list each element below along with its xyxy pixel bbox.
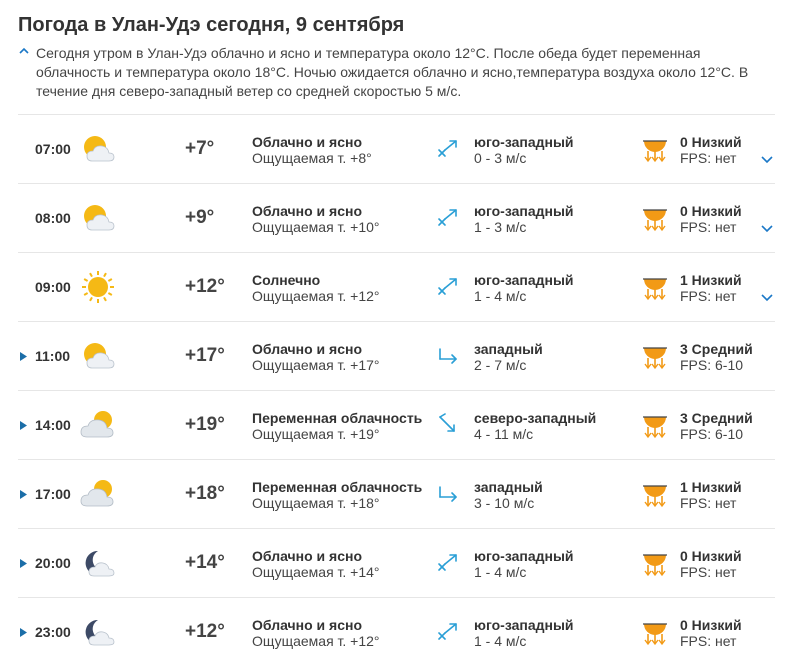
- row-temperature: +12°: [185, 621, 225, 642]
- expand-triangle-icon[interactable]: [20, 421, 27, 430]
- row-wind-speed: 1 - 4 м/с: [474, 564, 527, 580]
- sun-behind-cloud-icon: [80, 200, 116, 236]
- row-condition: Облачно и ясно: [252, 203, 363, 219]
- row-condition: Облачно и ясно: [252, 617, 363, 633]
- page-title: Погода в Улан-Удэ сегодня, 9 сентября: [18, 14, 405, 36]
- row-fps: FPS: 6-10: [680, 357, 744, 373]
- row-feels-like: Ощущаемая т. +12°: [252, 633, 380, 649]
- chevron-down-icon[interactable]: [760, 293, 774, 303]
- sun-behind-cloud-icon: [80, 131, 116, 167]
- row-wind-direction: юго-западный: [474, 203, 574, 219]
- moon-cloud-icon: [80, 545, 116, 581]
- hourly-row[interactable]: [18, 459, 775, 528]
- uv-sun-icon: [642, 271, 668, 301]
- row-feels-like: Ощущаемая т. +12°: [252, 288, 380, 304]
- chevron-down-icon[interactable]: [760, 155, 774, 165]
- row-uv-level: 3 Средний: [680, 341, 753, 357]
- row-time: 20:00: [35, 555, 71, 571]
- hourly-row[interactable]: [18, 597, 775, 666]
- row-condition: Переменная облачность: [252, 410, 423, 426]
- row-temperature: +12°: [185, 276, 225, 297]
- uv-sun-icon: [642, 133, 668, 163]
- row-condition: Облачно и ясно: [252, 134, 363, 150]
- hourly-row[interactable]: [18, 528, 775, 597]
- row-feels-like: Ощущаемая т. +17°: [252, 357, 380, 373]
- row-fps: FPS: нет: [680, 288, 737, 304]
- row-uv-level: 0 Низкий: [680, 134, 742, 150]
- row-time: 09:00: [35, 279, 71, 295]
- row-wind-speed: 3 - 10 м/с: [474, 495, 535, 511]
- sun-behind-cloud-icon: [80, 338, 116, 374]
- row-fps: FPS: нет: [680, 633, 737, 649]
- row-fps: FPS: 6-10: [680, 426, 744, 442]
- row-wind-direction: юго-западный: [474, 617, 574, 633]
- row-wind-speed: 0 - 3 м/с: [474, 150, 527, 166]
- row-wind-direction: юго-западный: [474, 272, 574, 288]
- row-wind-direction: северо-западный: [474, 410, 597, 426]
- row-uv-level: 0 Низкий: [680, 548, 742, 564]
- row-fps: FPS: нет: [680, 564, 737, 580]
- row-time: 08:00: [35, 210, 71, 226]
- row-wind-speed: 1 - 4 м/с: [474, 633, 527, 649]
- row-temperature: +17°: [185, 345, 225, 366]
- row-temperature: +19°: [185, 414, 225, 435]
- uv-sun-icon: [642, 547, 668, 577]
- row-time: 07:00: [35, 141, 71, 157]
- row-fps: FPS: нет: [680, 219, 737, 235]
- row-condition: Облачно и ясно: [252, 341, 363, 357]
- hourly-row[interactable]: [18, 390, 775, 459]
- uv-sun-icon: [642, 409, 668, 439]
- row-uv-level: 0 Низкий: [680, 617, 742, 633]
- wind-direction-arrow-icon: [436, 206, 460, 230]
- row-feels-like: Ощущаемая т. +19°: [252, 426, 380, 442]
- expand-triangle-icon[interactable]: [20, 559, 27, 568]
- uv-sun-icon: [642, 616, 668, 646]
- row-fps: FPS: нет: [680, 150, 737, 166]
- row-temperature: +7°: [185, 138, 215, 159]
- row-wind-speed: 4 - 11 м/с: [474, 426, 534, 442]
- row-wind-speed: 1 - 3 м/с: [474, 219, 527, 235]
- hourly-row[interactable]: [18, 252, 775, 321]
- expand-triangle-icon[interactable]: [20, 628, 27, 637]
- chevron-down-icon[interactable]: [760, 224, 774, 234]
- uv-sun-icon: [642, 340, 668, 370]
- uv-sun-icon: [642, 478, 668, 508]
- row-feels-like: Ощущаемая т. +8°: [252, 150, 372, 166]
- hourly-row[interactable]: [18, 321, 775, 390]
- row-wind-direction: юго-западный: [474, 548, 574, 564]
- row-time: 23:00: [35, 624, 71, 640]
- hourly-forecast-list: [18, 114, 775, 666]
- row-feels-like: Ощущаемая т. +10°: [252, 219, 380, 235]
- row-feels-like: Ощущаемая т. +14°: [252, 564, 380, 580]
- expand-triangle-icon[interactable]: [20, 352, 27, 361]
- wind-direction-arrow-icon: [436, 344, 460, 368]
- row-time: 14:00: [35, 417, 71, 433]
- cloud-with-sun-icon: [80, 476, 116, 512]
- row-uv-level: 1 Низкий: [680, 479, 742, 495]
- row-condition: Солнечно: [252, 272, 321, 288]
- chevron-up-icon[interactable]: [18, 45, 30, 57]
- row-temperature: +14°: [185, 552, 225, 573]
- moon-cloud-icon: [80, 614, 116, 650]
- forecast-summary[interactable]: [18, 44, 776, 101]
- wind-direction-arrow-icon: [436, 620, 460, 644]
- row-uv-level: 0 Низкий: [680, 203, 742, 219]
- row-uv-level: 3 Средний: [680, 410, 753, 426]
- row-condition: Облачно и ясно: [252, 548, 363, 564]
- uv-sun-icon: [642, 202, 668, 232]
- row-fps: FPS: нет: [680, 495, 737, 511]
- wind-direction-arrow-icon: [436, 413, 460, 437]
- wind-direction-arrow-icon: [436, 482, 460, 506]
- row-wind-speed: 1 - 4 м/с: [474, 288, 527, 304]
- cloud-with-sun-icon: [80, 407, 116, 443]
- wind-direction-arrow-icon: [436, 551, 460, 575]
- row-wind-direction: западный: [474, 479, 543, 495]
- wind-direction-arrow-icon: [436, 275, 460, 299]
- row-wind-speed: 2 - 7 м/с: [474, 357, 527, 373]
- row-time: 17:00: [35, 486, 71, 502]
- row-time: 11:00: [35, 348, 71, 364]
- row-condition: Переменная облачность: [252, 479, 423, 495]
- row-wind-direction: юго-западный: [474, 134, 574, 150]
- row-temperature: +18°: [185, 483, 225, 504]
- row-feels-like: Ощущаемая т. +18°: [252, 495, 380, 511]
- sun-icon: [80, 269, 116, 305]
- expand-triangle-icon[interactable]: [20, 490, 27, 499]
- row-wind-direction: западный: [474, 341, 543, 357]
- summary-text: Сегодня утром в Улан-Удэ облачно и ясно и температура около 12°C. После обеда будет переменная облачность и температура около 18°C. Ночью ожидается облачно и ясно,температура воздуха около 12°C. В течение дня северо-западный ветер со средней скоростью 5 м/с.: [36, 45, 749, 99]
- wind-direction-arrow-icon: [436, 137, 460, 161]
- hourly-row[interactable]: [18, 183, 775, 252]
- hourly-row[interactable]: [18, 114, 775, 183]
- row-temperature: +9°: [185, 207, 215, 228]
- row-uv-level: 1 Низкий: [680, 272, 742, 288]
